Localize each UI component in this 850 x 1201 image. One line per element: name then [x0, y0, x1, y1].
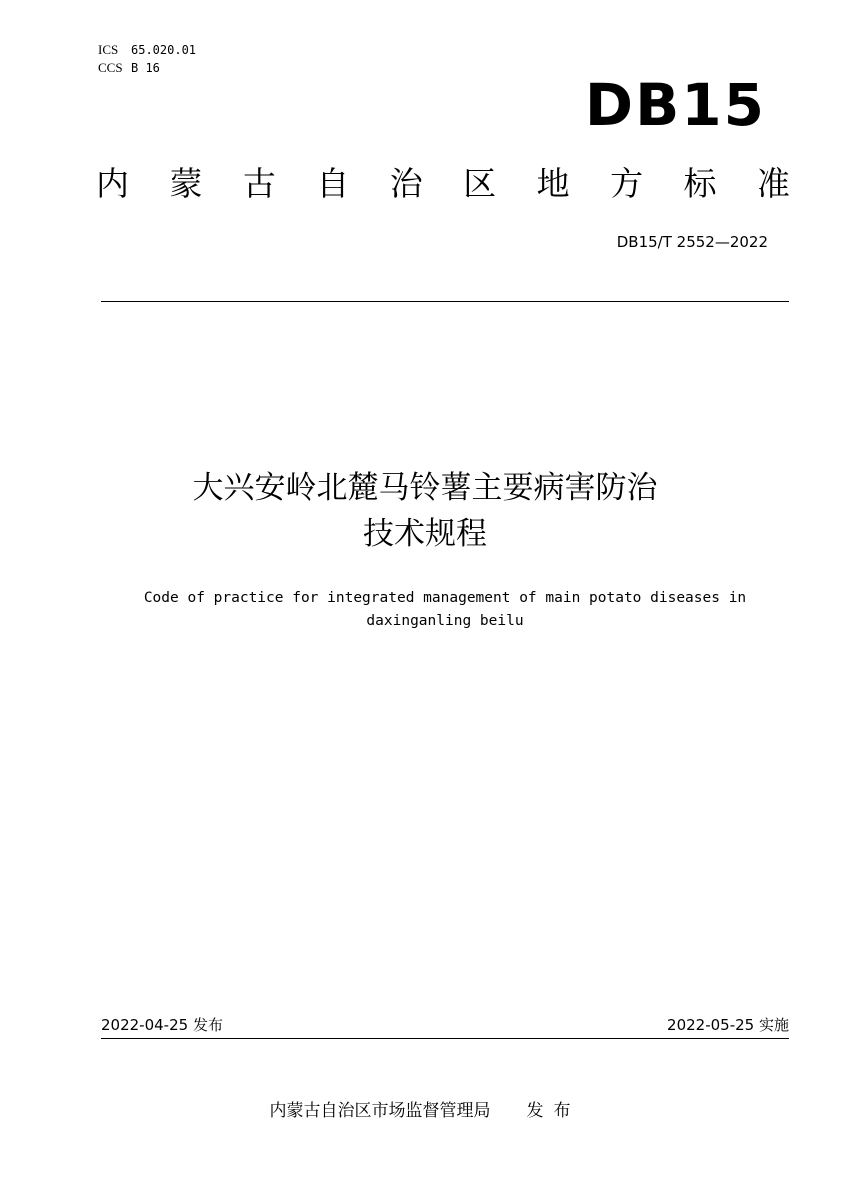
issuer-name: 内蒙古自治区市场监督管理局	[269, 1101, 491, 1121]
standard-type-char: 区	[463, 164, 497, 203]
standard-type-char: 方	[610, 164, 644, 203]
standard-type-char: 准	[756, 164, 790, 203]
ccs-value: B 16	[131, 61, 160, 75]
standard-type-char: 古	[242, 164, 276, 203]
footer-divider	[101, 1038, 789, 1039]
ccs-line	[98, 59, 196, 77]
title-en	[90, 587, 800, 633]
ics-value: 65.020.01	[131, 43, 197, 57]
standard-type-char: 地	[536, 164, 570, 203]
standard-type-char: 内	[96, 164, 129, 203]
title-en-line2: daxinganling beilu	[366, 613, 524, 629]
standard-type-char: 自	[316, 164, 350, 203]
implement-date: 2022-05-25 实施	[667, 1016, 789, 1034]
classification-block	[98, 41, 196, 77]
standard-type-char: 蒙	[169, 164, 203, 203]
db15-logo: DB15	[584, 71, 766, 139]
standard-number: DB15/T 2552—2022	[616, 233, 768, 251]
standard-type-char: 治	[389, 164, 423, 203]
ccs-label: CCS	[98, 60, 123, 75]
standard-type-char: 标	[683, 164, 717, 203]
ics-line	[98, 41, 196, 59]
ics-label: ICS	[98, 42, 119, 57]
issuer-line	[0, 1100, 850, 1122]
standard-type-title	[96, 162, 790, 206]
header-divider	[101, 301, 789, 302]
title-zh-line1: 大兴安岭北麓马铃薯主要病害防治	[192, 470, 658, 506]
publish-date: 2022-04-25 发布	[101, 1016, 223, 1034]
title-zh-line2: 技术规程	[363, 516, 487, 552]
issuer-action: 发布	[526, 1101, 581, 1121]
title-en-line1: Code of practice for integrated management of main potato diseases in	[143, 590, 747, 606]
